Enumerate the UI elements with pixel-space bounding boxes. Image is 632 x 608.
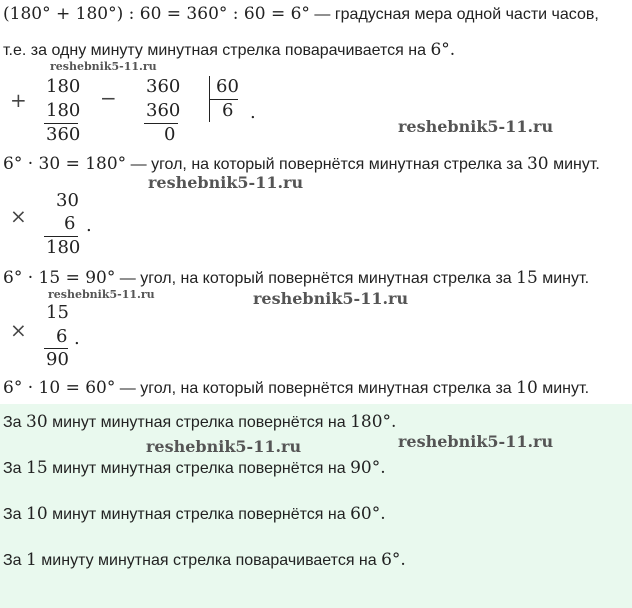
watermark: reshebnik5-11.ru: [146, 437, 302, 456]
answer-value: 6°.: [381, 550, 406, 570]
expression: 6° · 10 = 60°: [3, 378, 116, 398]
quotient: 6: [222, 100, 234, 121]
watermark: reshebnik5-11.ru: [148, 173, 304, 192]
expression: 6° · 30 = 180°: [3, 154, 127, 174]
sentence-tail: минут.: [537, 380, 590, 397]
watermark: reshebnik5-11.ru: [398, 117, 554, 136]
answer-prefix: За: [3, 460, 27, 477]
answer-line-1: [3, 412, 396, 432]
period: .: [86, 215, 92, 236]
watermark: reshebnik5-11.ru: [48, 288, 155, 301]
answer-prefix: За: [3, 506, 27, 523]
answer-prefix: За: [3, 552, 27, 569]
difference: 0: [164, 124, 176, 145]
addend-2: 180: [46, 100, 81, 121]
minutes: 30: [526, 154, 549, 174]
sum: 360: [46, 124, 81, 145]
sentence-tail: минут.: [537, 270, 590, 287]
watermark: reshebnik5-11.ru: [253, 289, 409, 308]
text-line-1: [3, 4, 599, 24]
answer-text: минуту минутная стрелка поварачивается на: [36, 552, 382, 569]
answer-line-3: [3, 504, 386, 524]
watermark: reshebnik5-11.ru: [50, 60, 157, 73]
answer-text: минут минутная стрелка повернётся на: [47, 506, 351, 523]
answer-line-2: [3, 458, 386, 478]
answer-text: минут минутная стрелка повернётся на: [47, 414, 351, 431]
sentence: — угол, на который повернётся минутная стрелка за: [115, 380, 517, 397]
answer-prefix: За: [3, 414, 27, 431]
answer-value: 180°.: [350, 412, 397, 432]
dividend: 60: [216, 76, 239, 97]
text-line-2: [3, 40, 455, 60]
value: 6°.: [430, 40, 456, 60]
answer-text: минут минутная стрелка повернётся на: [47, 460, 351, 477]
times-sign: ×: [10, 204, 27, 228]
multiplicand: 15: [46, 302, 69, 323]
period: .: [74, 328, 80, 349]
minus-sign: −: [100, 86, 117, 110]
multiplicand: 30: [56, 190, 79, 211]
times-sign: ×: [10, 318, 27, 342]
sentence: т.е. за одну минуту минутная стрелка поварачивается на: [3, 42, 431, 59]
sentence: — угол, на который повернётся минутная стрелка за: [115, 270, 517, 287]
plus-sign: +: [10, 88, 27, 112]
product: 90: [46, 349, 69, 370]
answer-minutes: 1: [26, 550, 37, 570]
sentence: — угол, на который повернётся минутная стрелка за: [126, 156, 527, 173]
answer-value: 60°.: [350, 504, 386, 524]
answer-minutes: 30: [26, 412, 48, 432]
answer-minutes: 15: [26, 458, 48, 478]
period: .: [250, 102, 256, 123]
expression: (180° + 180°) : 60 = 360° : 60 = 6°: [3, 4, 310, 24]
watermark: reshebnik5-11.ru: [398, 432, 554, 451]
multiplier: 6: [64, 213, 76, 234]
minuend: 360: [146, 76, 181, 97]
text-line-4: [3, 268, 589, 288]
product: 180: [46, 237, 81, 258]
expression: 6° · 15 = 90°: [3, 268, 116, 288]
sentence: — градусная мера одной части часов,: [309, 6, 599, 23]
minutes: 10: [516, 378, 538, 398]
answer-minutes: 10: [26, 504, 48, 524]
answer-line-4: [3, 550, 406, 570]
sentence-tail: минут.: [548, 156, 600, 173]
text-line-5: [3, 378, 589, 398]
subtrahend: 360: [146, 100, 181, 121]
minutes: 15: [516, 268, 538, 288]
answer-value: 90°.: [350, 458, 386, 478]
multiplier: 6: [56, 326, 68, 347]
addend-1: 180: [46, 76, 81, 97]
text-line-3: [3, 154, 600, 174]
